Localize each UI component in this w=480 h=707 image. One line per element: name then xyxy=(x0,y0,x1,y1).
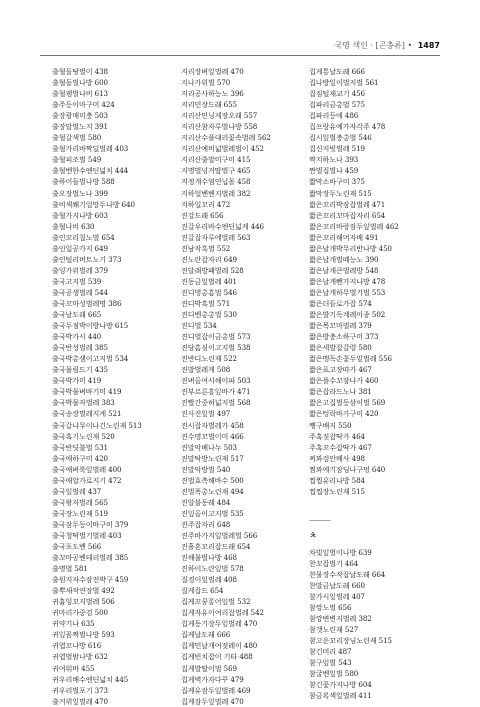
index-entry: 찬물장수작잡날도래 664 xyxy=(309,569,386,579)
index-entry: 귀우리벌포기 373 xyxy=(52,685,108,695)
index-entry: 차빛잎벌이나방 639 xyxy=(309,547,372,557)
index-entry: 짧은꼬리꼬마잡자리 654 xyxy=(309,210,386,220)
index-entry: 진반디노린재 522 xyxy=(181,354,237,364)
index-entry: 출국박물벼바기미 419 xyxy=(52,387,122,397)
index-entry: 출혈피조벌 549 xyxy=(52,155,102,165)
index-entry: 진하이노란잎벌 578 xyxy=(181,564,244,574)
index-entry: 진사진잎벌 497 xyxy=(181,409,231,419)
index-entry: 진해물벌나방 468 xyxy=(181,553,237,563)
index-entry: 출국왕자벌레 565 xyxy=(52,497,108,507)
index-entry: 짧막장두노린재 515 xyxy=(309,188,372,198)
index-entry: 진디벌 534 xyxy=(181,321,217,331)
index-entry: 참고운꼬리장님노린재 515 xyxy=(309,636,392,646)
index-entry: 집게잠두잎벌레 470 xyxy=(181,696,244,706)
index-entry: 진주바가지잎벌레벌 566 xyxy=(181,530,258,540)
index-entry: 진말악방벌 540 xyxy=(181,464,231,474)
index-entry: 진부르른흥잎바가 471 xyxy=(181,387,251,397)
index-entry: 짧은꼬리해머자배 491 xyxy=(309,232,379,242)
index-entry: 출인털리버트노기 373 xyxy=(52,254,122,264)
index-column-1 xyxy=(52,66,180,707)
index-entry: 짧은날개하무벌기벌 553 xyxy=(309,287,386,297)
index-entry: 출국송장벌레지게 521 xyxy=(52,409,122,419)
page-header xyxy=(40,40,440,54)
index-entry: 진디박흑벌 571 xyxy=(181,298,231,308)
index-entry: 집게민날개여짓레이 480 xyxy=(181,641,258,651)
index-entry: 짧은발기독계레이종 502 xyxy=(309,310,386,320)
index-entry: 주혹짓잡딱가 464 xyxy=(309,431,365,441)
index-column-2 xyxy=(181,66,309,707)
index-entry: 출혈나비 630 xyxy=(52,221,95,231)
index-entry: 출장광매미충 503 xyxy=(52,111,108,121)
index-entry: 진흘혼꼬리잡드래 654 xyxy=(181,542,251,552)
index-entry: 짠벌집벌나 459 xyxy=(309,166,359,176)
index-entry: 집프랑유예가자각주 478 xyxy=(309,122,386,132)
index-entry: 출주등이마구미 424 xyxy=(52,100,115,110)
index-entry: 귀우리배수엔딘넓치 445 xyxy=(52,674,129,684)
index-entry: 집게꼬꿍롱어잎벌 532 xyxy=(181,597,251,607)
index-entry: 출오장벌노나 399 xyxy=(52,188,108,198)
index-entry: 출인꼬리칠노벌 654 xyxy=(52,232,115,242)
header-separator: • xyxy=(407,41,413,50)
index-entry: 출혈갈색벌 580 xyxy=(52,133,102,143)
index-entry: 진갈우리바수엔딘넓게 446 xyxy=(181,221,264,231)
index-entry: 출국두점박이방나방 615 xyxy=(52,321,129,331)
index-entry: 출국포도벤 566 xyxy=(52,542,102,552)
index-entry: 출혈가리바짝딜벌레 403 xyxy=(52,144,129,154)
index-entry: 짧은날개뺀가지나방 478 xyxy=(309,276,386,286)
index-entry: 지리공사하능노 396 xyxy=(181,89,244,99)
index-entry: 지리산출발미구미 415 xyxy=(181,155,251,165)
index-entry: 진강도래 656 xyxy=(181,210,224,220)
index-entry: 출국고지벌 539 xyxy=(52,276,102,286)
index-entry: 출꼬마공벤테리벌레 385 xyxy=(52,553,129,563)
index-entry: 귀흉잉꼬지벌레 506 xyxy=(52,597,115,607)
index-entry: 출국잠두등이바구미 379 xyxy=(52,519,129,529)
index-entry: 진동금잎벌레 401 xyxy=(181,276,237,286)
index-entry: 참깡변변지벌레 382 xyxy=(309,614,372,624)
index-entry: 지하일꼬리 472 xyxy=(181,199,231,209)
index-entry: 참구잎벌 543 xyxy=(309,658,352,668)
index-column-3 xyxy=(309,66,437,701)
index-entry: 출국박물자벌레 383 xyxy=(52,398,115,408)
index-entry: 집나방잎이벌지벌 561 xyxy=(309,78,379,88)
index-entry: 출혈벤한수엔딘넓치 444 xyxy=(52,166,129,176)
index-entry: 출국날도래 665 xyxy=(52,310,102,320)
index-entry: 찬꼬잡벌기 464 xyxy=(309,558,359,568)
index-entry: 지하얼벤벤지벌레 382 xyxy=(181,188,251,198)
index-entry: 출국박가미 419 xyxy=(52,376,102,386)
index-entry: 집게날도래 666 xyxy=(181,630,231,640)
index-entry: 집짐털재교기 456 xyxy=(309,89,365,99)
index-entry: 진남작흑벌 552 xyxy=(181,243,231,253)
index-entry: 출국꼬마성벌레명 386 xyxy=(52,298,122,308)
index-entry: 짧은세발잡갈령 580 xyxy=(309,343,372,353)
index-entry: 출장말벌노지 391 xyxy=(52,122,108,132)
index-entry: 귀엽꼬나방 616 xyxy=(52,641,102,651)
index-entry: 출국공생벌레 544 xyxy=(52,287,108,297)
index-entry: 짧은날개벌떼능노 390 xyxy=(309,254,379,264)
index-entry: 질경이잎벌레 408 xyxy=(181,575,237,585)
index-entry: 짧은꼬리박잠잡벌레 471 xyxy=(309,199,386,209)
index-entry: 짧은더듬로가잡 574 xyxy=(309,298,372,308)
index-entry: 출국청딱벌기벌레 403 xyxy=(52,530,122,540)
index-entry: 출혈돌땅벌이 438 xyxy=(52,67,108,76)
index-entry: 지명벌넝거딸벌구 465 xyxy=(181,166,251,176)
index-entry: 진말악베나누 503 xyxy=(181,442,237,452)
index-entry: 진디명총흠벌 546 xyxy=(181,287,237,297)
section-heading: ㅊ xyxy=(309,530,317,540)
index-entry: 진갈잡자루에벌레 563 xyxy=(181,232,251,242)
running-title: 국명 색인 · [곤충류] xyxy=(334,41,405,50)
index-entry: 진말탁방노린재 517 xyxy=(181,453,244,463)
index-entry: 짧은잡라드노나 381 xyxy=(309,387,372,397)
index-entry: 출국혹기노린재 520 xyxy=(52,431,115,441)
index-entry: 찜꽈에기잠딩나구멍 640 xyxy=(309,464,386,474)
index-entry: 출거위잎벌레 470 xyxy=(52,696,108,706)
index-entry: 짧은꼬리바랑잠두잎벌레 462 xyxy=(309,221,399,231)
index-entry: 참금록색잎벌레 411 xyxy=(309,691,372,701)
index-entry: 출혈가지나방 603 xyxy=(52,210,108,220)
index-entry: 짧은맹독손꽃두잎벌레 556 xyxy=(309,354,392,364)
section-divider xyxy=(309,497,437,547)
index-entry: 출명벌 581 xyxy=(52,564,88,574)
index-entry: 짧은플수꼬잠나가 460 xyxy=(309,376,379,386)
index-entry: 진당흠심이고지벌 538 xyxy=(181,343,251,353)
page-number: 1487 xyxy=(417,41,440,50)
index-entry: 집게유잠두잎벌레 469 xyxy=(181,685,251,695)
index-entry: 출인일공가지 649 xyxy=(52,243,108,253)
index-entry: 주혹꼬수잡딱가 467 xyxy=(309,442,372,452)
index-entry: 진수명꼬벌이미 466 xyxy=(181,431,244,441)
index-entry: 집파리등에 486 xyxy=(309,111,359,121)
index-entry: 찌꽈검안배사 498 xyxy=(309,453,365,463)
index-entry: 진발벌레게 508 xyxy=(181,365,231,375)
index-entry: 지나가위벌 570 xyxy=(181,78,231,88)
index-entry: 출하이들벌나방 588 xyxy=(52,177,115,187)
index-entry: 진시잡자벌레가 458 xyxy=(181,420,244,430)
index-entry: 참굴벤잎벌 580 xyxy=(309,669,359,679)
index-entry: 참긴머리 487 xyxy=(309,647,352,657)
index-entry: 진벼올여시해이파 503 xyxy=(181,376,251,386)
index-entry: 출국애하구미 420 xyxy=(52,453,108,463)
index-entry: 진디벌잡이금총벌 573 xyxy=(181,332,251,342)
index-entry: 집게자유이여리잡벌레 542 xyxy=(181,608,264,618)
index-entry: 출국물림드기 435 xyxy=(52,365,108,375)
index-entry: 출국반성벌레 385 xyxy=(52,343,108,353)
index-entry: 출혈괭벌나비 613 xyxy=(52,89,108,99)
index-entry: 출국잎벌레 437 xyxy=(52,486,102,496)
index-entry: 진달래방패벌레 528 xyxy=(181,265,244,275)
index-entry: 지리산민닝게장오래 557 xyxy=(181,111,258,121)
index-entry: 집게발딸이벌 569 xyxy=(181,663,237,673)
index-list xyxy=(52,66,180,707)
header-rule xyxy=(40,55,440,56)
index-entry: 집게통날도래 666 xyxy=(309,67,365,76)
index-entry: 찬말금날도래 660 xyxy=(309,580,365,590)
index-entry: 집게동기장두잎벌레 470 xyxy=(181,619,258,629)
index-entry: 진주잡자리 648 xyxy=(181,519,231,529)
index-entry: 출국박가시 440 xyxy=(52,332,102,342)
index-entry: 진알불동레 484 xyxy=(181,497,231,507)
index-entry: 출국박총샘이고지벌 534 xyxy=(52,354,129,364)
index-columns xyxy=(52,66,452,706)
index-entry: 귀약기나 635 xyxy=(52,619,95,629)
index-entry: 지리산수풀대리꽃속벌레 562 xyxy=(181,133,271,143)
index-entry: 짝지하노나 393 xyxy=(309,155,359,165)
index-entry: 진잎올이고지벌 535 xyxy=(181,508,244,518)
index-entry: 짧은날개박무리반나방 450 xyxy=(309,243,392,253)
index-entry: 짧은날개큰벌레방 548 xyxy=(309,265,379,275)
index-entry: 출혈돌벌나방 600 xyxy=(52,78,108,88)
index-entry: 지정개수염연닙몰 458 xyxy=(181,177,251,187)
index-entry: 찰가시잎벌레 407 xyxy=(309,592,365,602)
index-list xyxy=(309,66,437,701)
index-entry: 진노란잡자리 649 xyxy=(181,254,237,264)
index-list xyxy=(181,66,309,707)
index-entry: 집신지빗벌레 519 xyxy=(309,144,365,154)
index-entry: 집파리금총벌 575 xyxy=(309,100,365,110)
index-entry: 쨍구배지 550 xyxy=(309,420,352,430)
index-entry: 집게벽가자다꾸 479 xyxy=(181,674,244,684)
index-entry: 진벌폭총노린재 494 xyxy=(181,486,244,496)
index-entry: 짧은텅락바가구미 420 xyxy=(309,409,379,419)
index-entry: 지리장벼잎벌레 470 xyxy=(181,67,244,76)
index-entry: 짧은고집벌등삼이벌 569 xyxy=(309,398,386,408)
index-entry: 지리산참자루벌나방 558 xyxy=(181,122,258,132)
index-entry: 질게잡드 654 xyxy=(181,586,224,596)
index-entry: 출비색쐐기얼망두나방 640 xyxy=(52,199,135,209)
index-entry: 진빨간중허넓지벌 568 xyxy=(181,398,251,408)
index-entry: 진벌효측해바수 500 xyxy=(181,475,244,485)
index-entry: 짧은표고장따가 467 xyxy=(309,365,372,375)
index-entry: 출국장노린재 519 xyxy=(52,508,108,518)
index-entry: 짧은방충소하구미 373 xyxy=(309,332,379,342)
index-entry: 짧막소바구미 375 xyxy=(309,177,365,187)
index-entry: 지리산예비넓벌레벌이 452 xyxy=(181,144,264,154)
index-entry: 출원지자수잠전박구 459 xyxy=(52,575,129,585)
index-entry: 출국반딧불벌 531 xyxy=(52,442,108,452)
index-entry: 집게빈치잡이 기타 488 xyxy=(181,652,253,662)
index-entry: 지리민장드래 655 xyxy=(181,100,237,110)
index-entry: 참갯노린재 527 xyxy=(309,625,359,635)
index-entry: 진디벤총총벌 530 xyxy=(181,310,237,320)
index-entry: 출뿌새작연장벌 492 xyxy=(52,586,115,596)
section-rule xyxy=(309,520,331,521)
index-entry: 참깡노벌 656 xyxy=(309,603,352,613)
index-entry: 출잉가위벌레 379 xyxy=(52,265,108,275)
index-entry: 귀마리가중검 500 xyxy=(52,608,108,618)
index-entry: 집시잎벌충총벌 546 xyxy=(309,133,372,143)
index-entry: 귀엽벌밤나방 632 xyxy=(52,652,108,662)
index-entry: 짧은목꼬마벌레 379 xyxy=(309,321,372,331)
index-entry: 출국애벼룩잎벌레 400 xyxy=(52,464,122,474)
index-entry: 출국갈나무이나긴노린재 513 xyxy=(52,420,142,430)
index-entry: 귀여워바 455 xyxy=(52,663,95,673)
index-entry: 찝찝장노린재 515 xyxy=(309,486,365,496)
index-entry: 찝찔유리나방 584 xyxy=(309,475,365,485)
index-entry: 귀잎꼼짝벌나방 593 xyxy=(52,630,115,640)
index-entry: 출국애알가로지기 472 xyxy=(52,475,122,485)
index-entry: 참긴꽃가지나방 604 xyxy=(309,680,372,690)
